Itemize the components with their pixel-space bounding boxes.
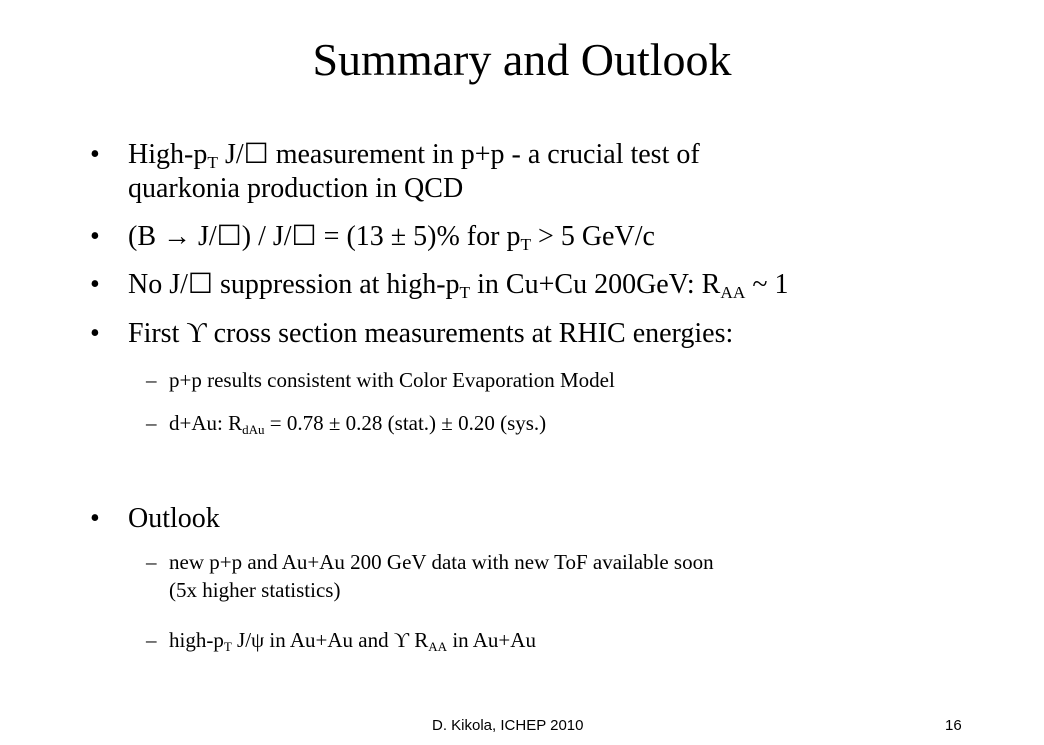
subbullet-high-pt-upsilon: – high-$p_T$ J/ψ in Au+Au and ϒ $R_{AA}$ in Au+Au xyxy=(169,626,536,654)
subbullet-new-data: – new p+p and Au+Au 200 GeV data with new ToF available soon (5x higher statistics) xyxy=(169,548,714,604)
bullet-upsilon-cross-section: • First ϒ cross section measurements at RHIC energies: xyxy=(128,317,733,351)
bullet-high-pt-measurement: • High-$p_T$ J/☐ measurement in p+p - a crucial test of quarkonia production in QCD xyxy=(128,138,700,206)
subbullet-dau-raa: – d+Au: $R_{dAu} = 0.78 \pm 0.28$ (stat.) ± 0.20 (sys.) xyxy=(169,409,546,437)
bullet-b-fraction: • (B → J/☐) / J/☐ = (13 ± 5)% for $p_T > 5$ GeV/c xyxy=(128,220,655,254)
bullet-no-suppression: • No J/☐ suppression at high-$p_T$ in Cu+Cu 200GeV: $R_{AA}$ ~ 1 xyxy=(128,268,789,302)
page-number: 16 xyxy=(945,717,962,734)
footer-author: D. Kikola, ICHEP 2010 xyxy=(432,717,584,734)
subbullet-pp-results: – p+p results consistent with Color Evaporation Model xyxy=(169,366,615,394)
slide-title: Summary and Outlook xyxy=(312,34,732,85)
bullet-outlook: • Outlook xyxy=(128,502,220,536)
